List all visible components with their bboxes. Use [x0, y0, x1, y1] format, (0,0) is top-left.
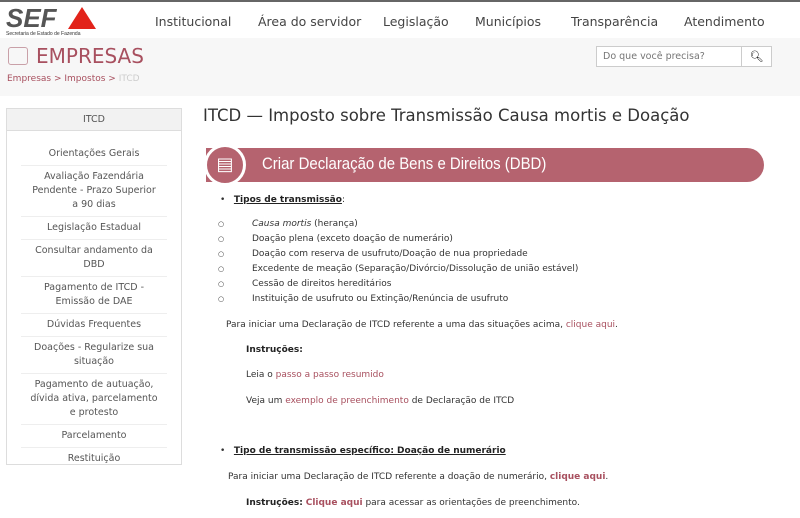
nav-institucional[interactable]: Institucional — [155, 14, 232, 29]
clipboard-icon: ▤ — [204, 144, 246, 186]
instr2-link[interactable]: Clique aqui — [305, 498, 363, 508]
search-icon: 🔍︎ — [749, 51, 764, 63]
search-box — [596, 46, 772, 67]
sef-logo[interactable] — [6, 5, 98, 37]
logo-subtitle: Secretaria de Estado de Fazenda — [6, 31, 81, 37]
sidebar-item[interactable]: Dúvidas Frequentes — [21, 314, 167, 337]
page-title: ITCD — Imposto sobre Transmissão Causa mortis e Doação — [203, 106, 690, 125]
nav-legislacao[interactable]: Legislação — [383, 14, 449, 29]
sidebar-item[interactable]: Orientações Gerais — [21, 143, 167, 166]
passo-a-passo-link[interactable]: passo a passo resumido — [275, 370, 384, 380]
sidebar-item[interactable]: Legislação Estadual — [21, 217, 167, 240]
building-icon — [8, 47, 28, 65]
breadcrumb-current: ITCD — [118, 74, 140, 84]
specific-click-here-link[interactable]: clique aqui — [549, 472, 606, 482]
instr2-text: para acessar as orientações de preenchimento. — [362, 498, 580, 508]
sidebar-item[interactable]: Pagamento de ITCD - Emissão de DAE — [21, 277, 167, 314]
specific-text: Para iniciar uma Declaração de ITCD referente a doação de numerário, — [228, 472, 550, 482]
nav-transparencia[interactable]: Transparência — [571, 14, 659, 29]
click-here-link[interactable]: clique aqui — [565, 320, 616, 330]
section-title-text: EMPRESAS — [36, 44, 144, 68]
instructions-label: Instruções: — [246, 345, 303, 355]
sidebar-item[interactable]: Restituição — [67, 453, 121, 464]
list-item: ○ Doação com reserva de usufruto/Doação de nua propriedade — [218, 247, 788, 262]
top-nav — [0, 0, 800, 38]
read-text: Leia o — [246, 370, 276, 380]
see-text: Veja um — [246, 396, 286, 406]
main-content: • Tipos de transmissão: ○ Causa mortis (herança) ○ Doação plena (exceto doação de numerário) ○ Doação com reserva de usufruto/Doação de nua propriedade ○ Excedente de meação (Separação/Divórcio/Dissolução de união estável) ○ Cessão de direitos hereditários ○ Instituição de usufruto ou Extinção/Renúncia de usufruto Para iniciar uma Declaração de ITCD referente a uma das situações acima, clique aqui. Instruções: Leia o passo a passo resumido Veja um exemplo de preenchimento de Declaração de ITCD • Tipo de transmissão específico: Doação de numerário Para iniciar uma Declaração de ITCD referente a doação de numerário, clique aqui. Instruções: Clique aqui para acessar as orientações de preenchimento. — [218, 193, 788, 511]
specific-heading: Tipo de transmissão específico: Doação de numerário — [233, 446, 506, 456]
types-heading: Tipos de transmissão — [233, 195, 342, 205]
section-title — [8, 44, 144, 68]
sidebar — [6, 108, 182, 465]
nav-municipios[interactable]: Municípios — [475, 14, 542, 29]
banner-title: Criar Declaração de Bens e Direitos (DBD) — [262, 154, 547, 173]
breadcrumb: Empresas > Impostos > ITCD — [7, 74, 140, 84]
list-item: ○ Excedente de meação (Separação/Divórcio/Dissolução de união estável) — [218, 262, 788, 277]
search-button[interactable] — [741, 47, 771, 66]
sidebar-item[interactable]: Pagamento de autuação, dívida ativa, parcelamento e protesto — [21, 374, 167, 425]
sidebar-item[interactable]: Avaliação Fazendária Pendente - Prazo Superior a 90 dias — [21, 166, 167, 217]
list-item: ○ Causa mortis (herança) — [218, 217, 788, 232]
sidebar-item[interactable]: Parcelamento — [21, 425, 167, 448]
see-after: de Declaração de ITCD — [408, 396, 515, 406]
sidebar-title: ITCD — [7, 109, 181, 131]
svg-text:SEF: SEF — [6, 5, 57, 33]
sidebar-item[interactable]: Consultar andamento da DBD — [21, 240, 167, 277]
nav-atendimento[interactable]: Atendimento — [684, 14, 765, 29]
search-input[interactable] — [597, 47, 741, 66]
create-dbd-banner[interactable] — [206, 148, 764, 182]
breadcrumb-impostos[interactable]: Impostos — [64, 74, 106, 84]
list-item: ○ Cessão de direitos hereditários — [218, 277, 788, 292]
list-item: ○ Instituição de usufruto ou Extinção/Renúncia de usufruto — [218, 292, 788, 307]
exemplo-link[interactable]: exemplo de preenchimento — [285, 396, 409, 406]
sidebar-item[interactable]: Doações - Regularize sua situação — [21, 337, 167, 374]
nav-area-servidor[interactable]: Área do servidor — [258, 14, 362, 29]
start-text: Para iniciar uma Declaração de ITCD referente a uma das situações acima, — [226, 320, 566, 330]
breadcrumb-empresas[interactable]: Empresas — [7, 74, 52, 84]
instructions2-label: Instruções: — [246, 498, 303, 508]
list-item: ○ Doação plena (exceto doação de numerário) — [218, 232, 788, 247]
types-list — [218, 217, 788, 307]
